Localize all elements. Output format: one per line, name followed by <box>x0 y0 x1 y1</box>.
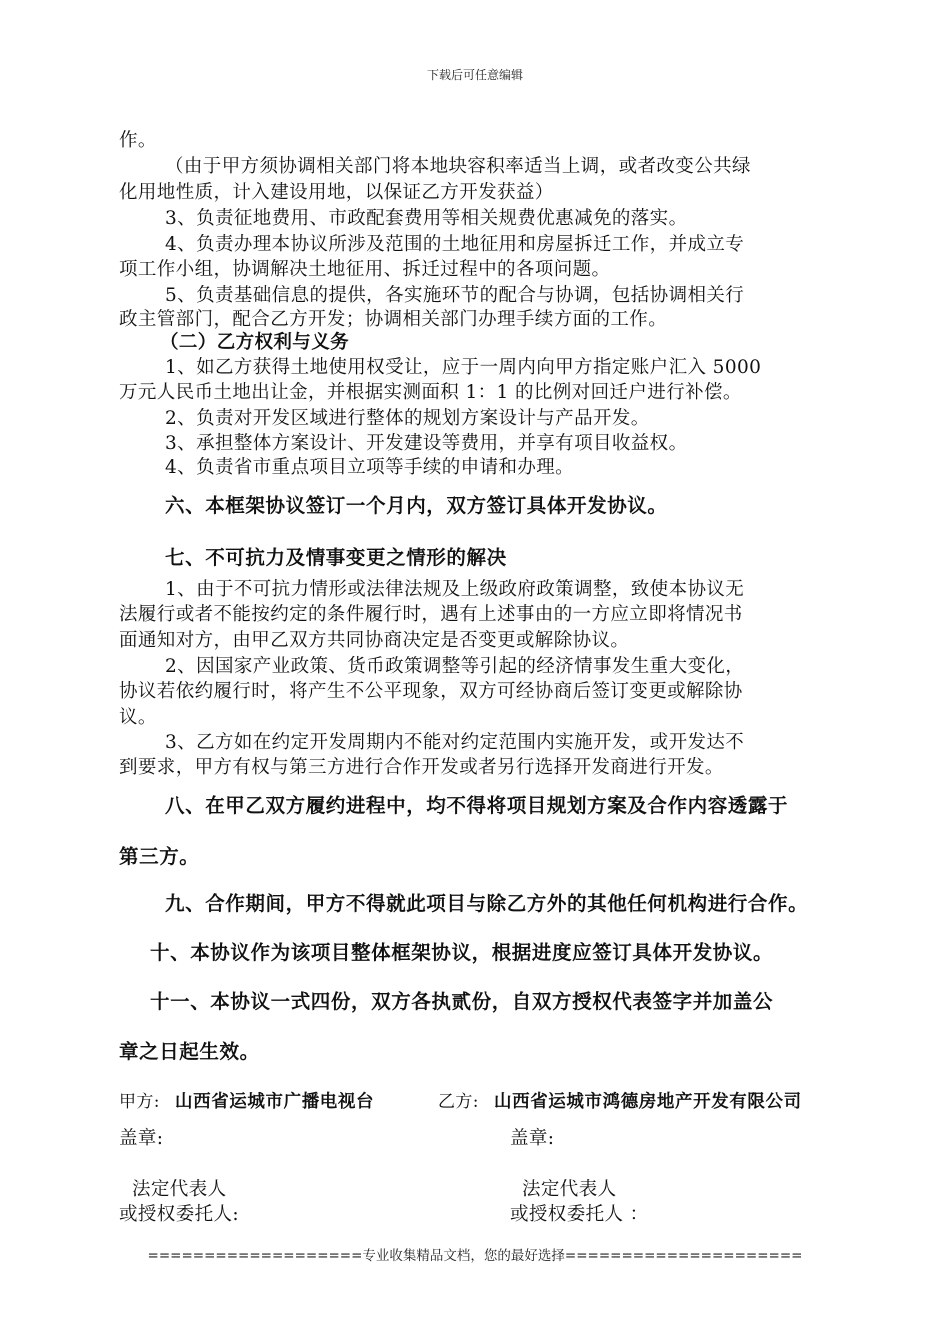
party-a-label: 甲方: <box>119 1092 160 1112</box>
body-line: 协议若依约履行时，将产生不公平现象，双方可经协商后签订变更或解除协 <box>119 681 743 702</box>
seal-a-label: 盖章: <box>119 1128 164 1149</box>
body-line: 4、负责省市重点项目立项等手续的申请和办理。 <box>165 457 575 478</box>
body-line: 3、承担整体方案设计、开发建设等费用，并享有项目收益权。 <box>165 433 688 454</box>
body-line: 法履行或者不能按约定的条件履行时，遇有上述事由的一方应立即将情况书 <box>119 604 743 625</box>
body-line: 5、负责基础信息的提供，各实施环节的配合与协调，包括协调相关行 <box>165 285 745 306</box>
page-header: 下载后可任意编辑 <box>426 68 523 82</box>
body-line: 3、乙方如在约定开发周期内不能对约定范围内实施开发，或开发达不 <box>165 732 745 753</box>
party-b-label: 乙方: <box>438 1092 479 1112</box>
article-heading: 十、本协议作为该项目整体框架协议，根据进度应签订具体开发协议。 <box>150 941 774 964</box>
body-line: 项工作小组，协调解决土地征用、拆迁过程中的各项问题。 <box>119 259 611 280</box>
body-line: 2、负责对开发区域进行整体的规划方案设计与产品开发。 <box>165 408 650 429</box>
party-b-name: 山西省运城市鸿德房地产开发有限公司 <box>494 1092 802 1112</box>
body-line: 3、负责征地费用、市政配套费用等相关规费优惠减免的落实。 <box>165 208 688 229</box>
section-heading: （二）乙方权利与义务 <box>160 332 350 353</box>
article-heading: 九、合作期间，甲方不得就此项目与除乙方外的其他任何机构进行合作。 <box>165 892 809 915</box>
body-line: 到要求，甲方有权与第三方进行合作开发或者另行选择开发商进行开发。 <box>119 757 724 778</box>
article-heading: 十一、本协议一式四份，双方各执贰份，自双方授权代表签字并加盖公 <box>150 990 774 1013</box>
body-line: （由于甲方须协调相关部门将本地块容积率适当上调，或者改变公共绿 <box>165 156 751 177</box>
body-line: 1、如乙方获得土地使用权受让，应于一周内向甲方指定账户汇入 5000 <box>165 357 762 378</box>
article-heading: 第三方。 <box>119 845 200 868</box>
agent-a-label: 或授权委托人: <box>119 1204 240 1225</box>
seal-b-label: 盖章: <box>510 1128 555 1149</box>
body-line: 2、因国家产业政策、货币政策调整等引起的经济情事发生重大变化， <box>165 656 745 677</box>
body-line: 万元人民币土地出让金，并根据实测面积 1：1 的比例对回迁户进行补偿。 <box>119 382 742 403</box>
body-line: 面通知对方，由甲乙双方共同协商决定是否变更或解除协议。 <box>119 630 630 651</box>
body-line: 政主管部门，配合乙方开发；协调相关部门办理手续方面的工作。 <box>119 309 668 330</box>
body-line: 4、负责办理本协议所涉及范围的土地征用和房屋拆迁工作，并成立专 <box>165 234 745 255</box>
page-footer: ===================专业收集精品文档，您的最好选择===================== <box>147 1248 803 1264</box>
body-line: 作。 <box>119 130 157 151</box>
article-heading: 七、不可抗力及情事变更之情形的解决 <box>165 546 507 569</box>
party-a-name: 山西省运城市广播电视台 <box>175 1092 375 1112</box>
article-heading: 章之日起生效。 <box>119 1040 260 1063</box>
rep-b-label: 法定代表人 <box>522 1179 617 1200</box>
article-heading: 八、在甲乙双方履约进程中，均不得将项目规划方案及合作内容透露于 <box>165 794 789 817</box>
agent-b-label: 或授权委托人 ： <box>510 1204 649 1225</box>
body-line: 1、由于不可抗力情形或法律法规及上级政府政策调整，致使本协议无 <box>165 579 745 600</box>
body-line: 议。 <box>119 707 157 728</box>
article-heading: 六、本框架协议签订一个月内，双方签订具体开发协议。 <box>165 494 668 517</box>
body-line: 化用地性质，计入建设用地，以保证乙方开发获益） <box>119 182 554 203</box>
rep-a-label: 法定代表人 <box>132 1179 227 1200</box>
